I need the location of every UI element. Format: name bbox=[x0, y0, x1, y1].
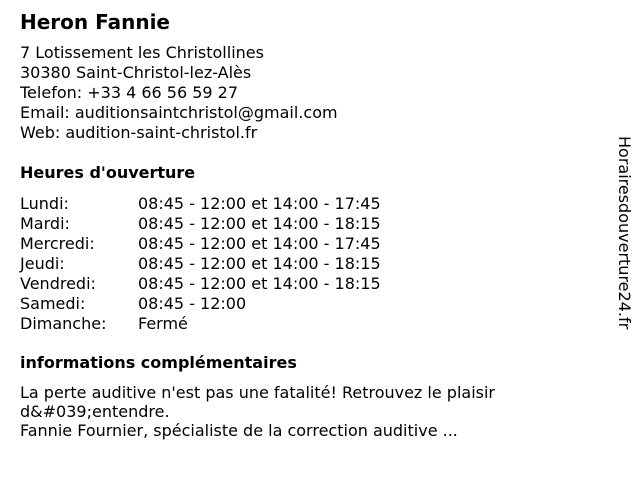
business-name: Heron Fannie bbox=[20, 10, 170, 34]
time-value: 08:45 - 12:00 et 14:00 - 18:15 bbox=[138, 274, 381, 293]
phone-line: Telefon: +33 4 66 56 59 27 bbox=[20, 83, 239, 102]
contact-block bbox=[20, 43, 338, 143]
time-value: 08:45 - 12:00 et 14:00 - 17:45 bbox=[138, 194, 381, 213]
site-watermark: Horairesdouverture24.fr bbox=[615, 136, 634, 330]
day-label: Mardi: bbox=[20, 214, 70, 233]
additional-info-text bbox=[20, 383, 580, 440]
day-label: Lundi: bbox=[20, 194, 69, 213]
day-label: Samedi: bbox=[20, 294, 86, 313]
day-label: Jeudi: bbox=[20, 254, 65, 273]
time-value: 08:45 - 12:00 bbox=[138, 294, 247, 313]
time-value: 08:45 - 12:00 et 14:00 - 18:15 bbox=[138, 214, 381, 233]
time-value: 08:45 - 12:00 et 14:00 - 18:15 bbox=[138, 254, 381, 273]
info-paragraph-1: La perte auditive n'est pas une fatalité! Retrouvez le plaisir d&#039;entendre. bbox=[20, 383, 495, 421]
info-paragraph-2: Fannie Fournier, spécialiste de la correction auditive ... bbox=[20, 421, 458, 440]
address-line-2: 30380 Saint-Christol-lez-Alès bbox=[20, 63, 252, 82]
time-value: 08:45 - 12:00 et 14:00 - 17:45 bbox=[138, 234, 381, 253]
opening-hours-heading: Heures d'ouverture bbox=[20, 163, 196, 182]
email-line: Email: auditionsaintchristol@gmail.com bbox=[20, 103, 338, 122]
web-line: Web: audition-saint-christol.fr bbox=[20, 123, 258, 142]
day-label: Mercredi: bbox=[20, 234, 95, 253]
day-label: Dimanche: bbox=[20, 314, 107, 333]
address-line-1: 7 Lotissement les Christollines bbox=[20, 43, 264, 62]
additional-info-heading: informations complémentaires bbox=[20, 353, 297, 372]
day-label: Vendredi: bbox=[20, 274, 96, 293]
time-value: Fermé bbox=[138, 314, 188, 333]
